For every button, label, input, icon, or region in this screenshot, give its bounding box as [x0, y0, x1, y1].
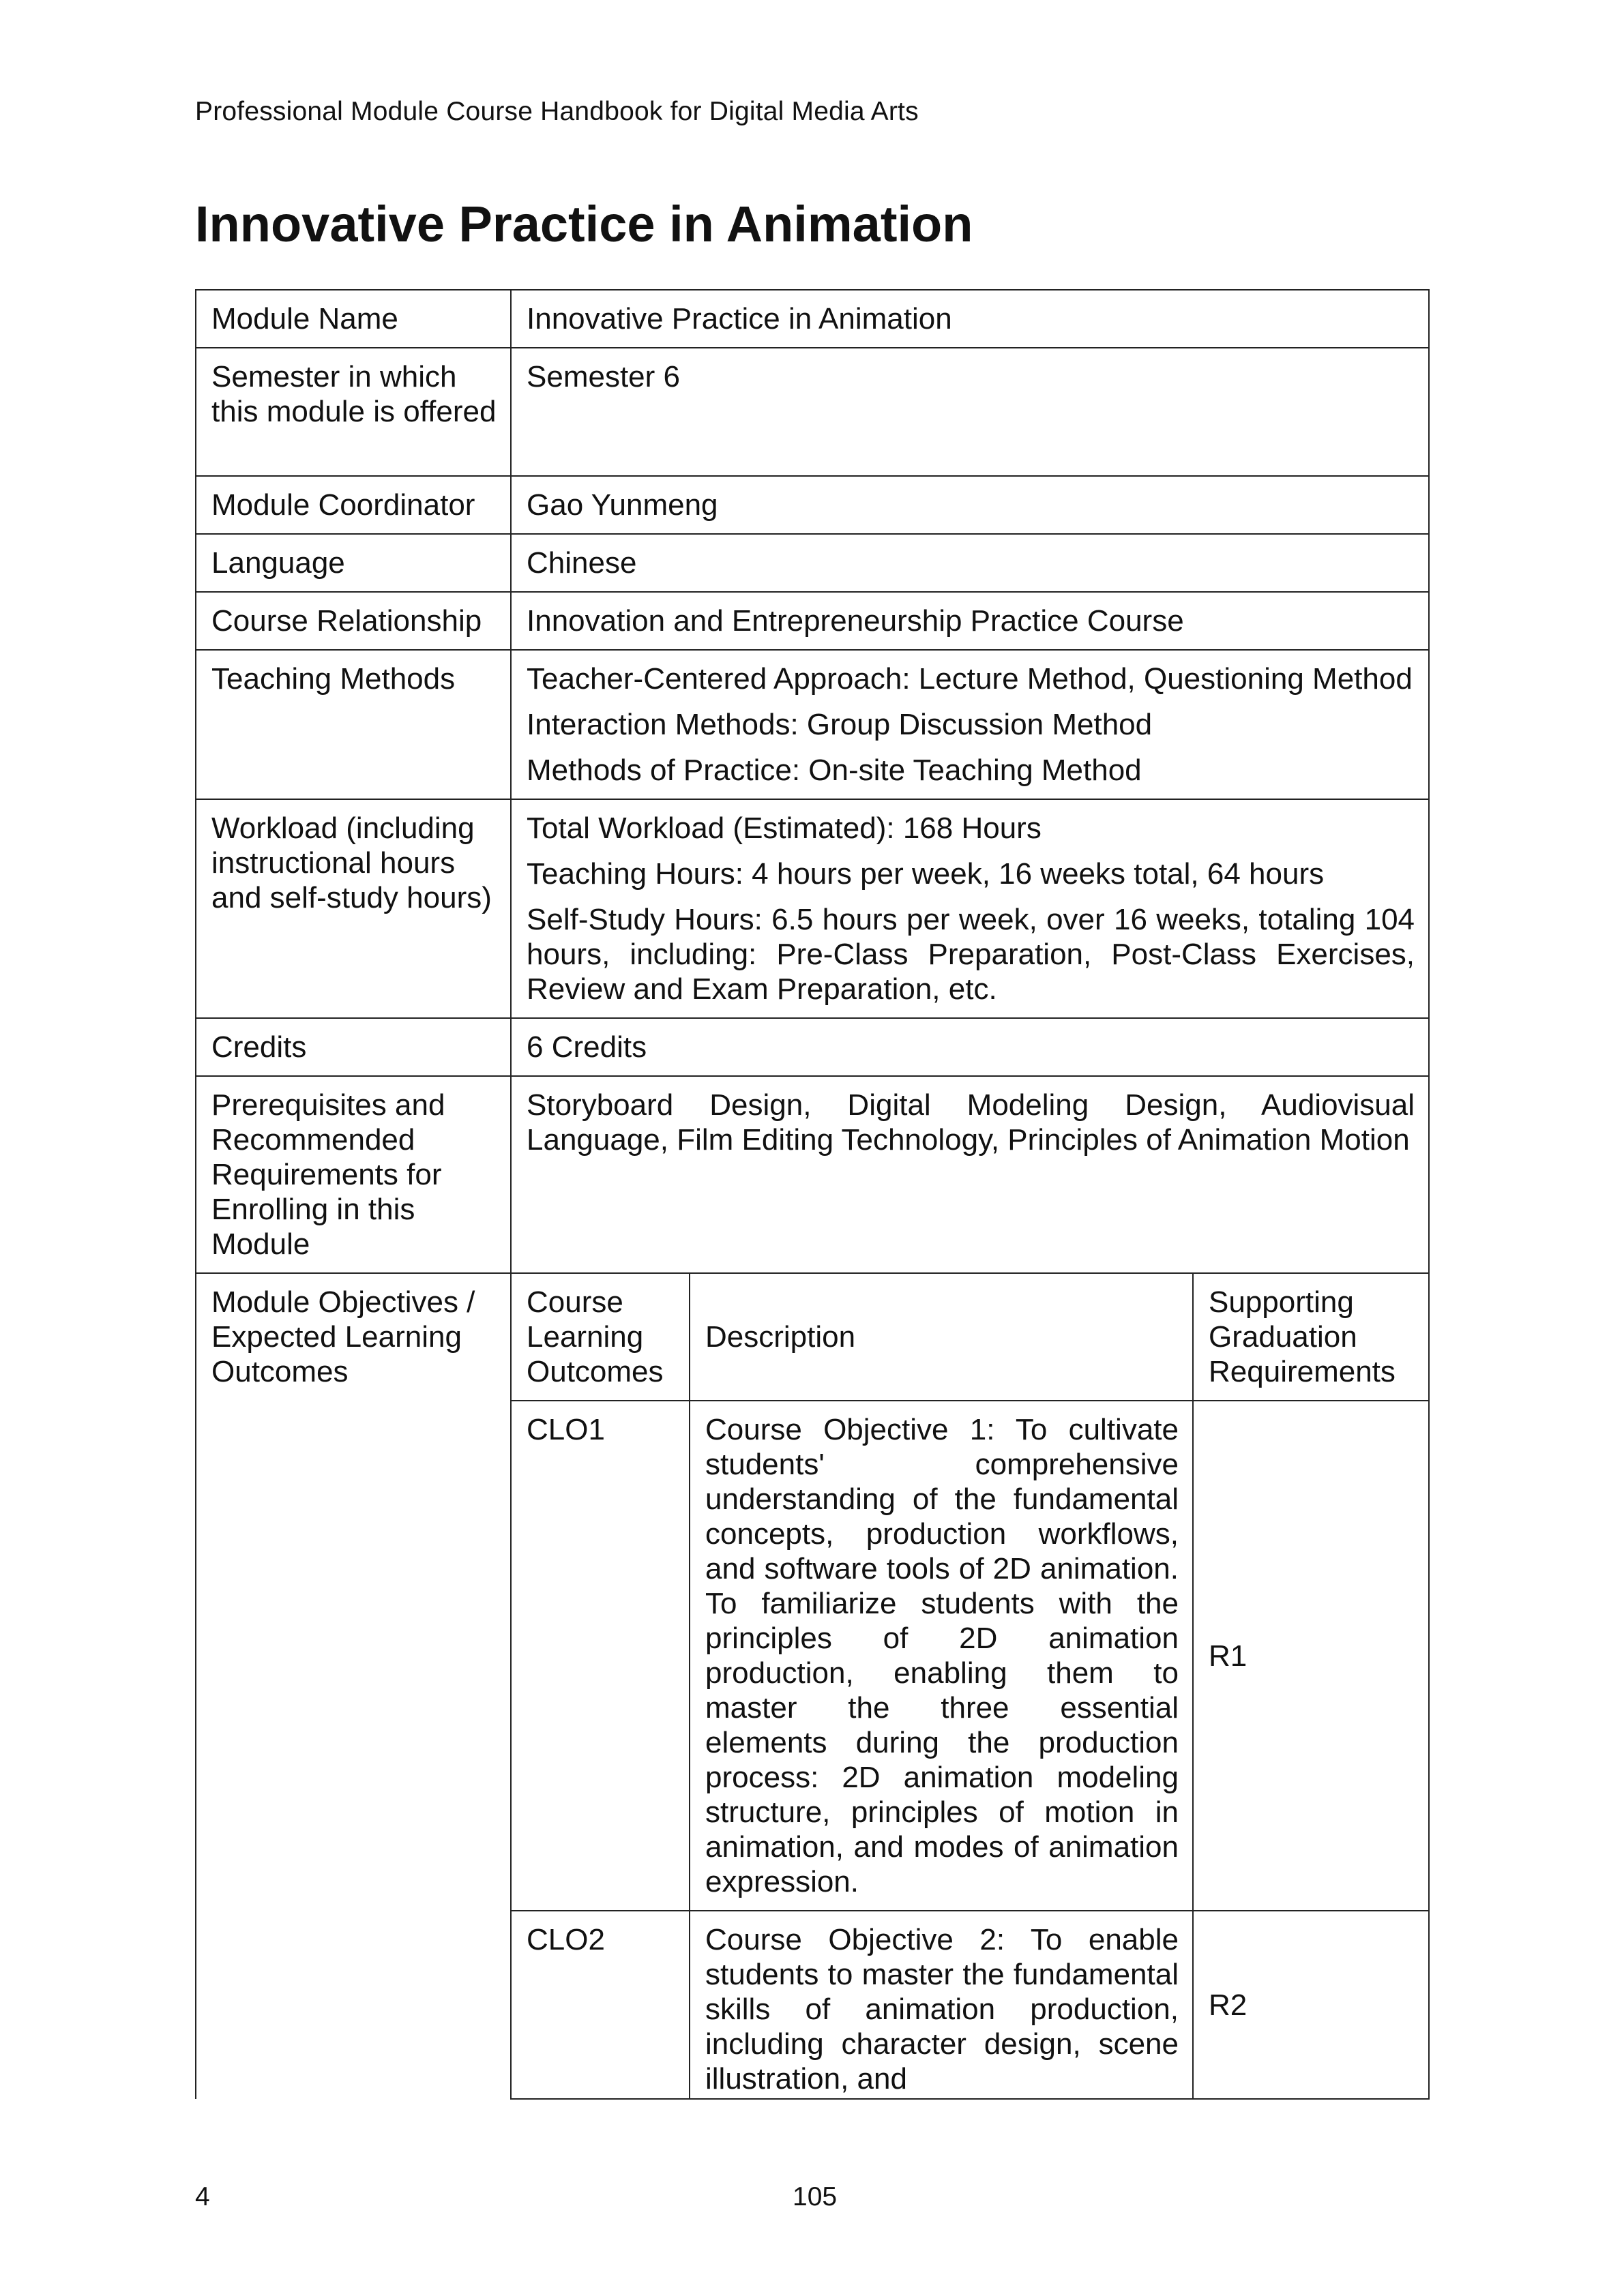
running-header: Professional Module Course Handbook for Digital Media Arts — [195, 97, 919, 126]
table-row — [196, 1273, 1429, 1401]
footer-left-number: 4 — [195, 2182, 210, 2211]
row-value: 6 Credits — [511, 1018, 1429, 1076]
clo-id: CLO2 — [511, 1911, 690, 2099]
table-row — [196, 592, 1429, 650]
clo-header: Course Learning Outcomes — [511, 1273, 690, 1401]
teaching-method-item: Interaction Methods: Group Discussion Method — [527, 708, 1153, 741]
workload-item: Total Workload (Estimated): 168 Hours — [527, 811, 1042, 845]
row-label: Course Relationship — [196, 592, 511, 650]
clo-description-cell — [690, 1911, 1193, 2099]
row-label: Workload (including instructional hours and self-study hours) — [196, 799, 511, 1018]
clo-description: Course Objective 2: To enable students to master the fundamental skills of animation production, including character design, scene illustration, and — [705, 1923, 1179, 2096]
requirements-header: Supporting Graduation Requirements — [1193, 1273, 1429, 1401]
row-label: Credits — [196, 1018, 511, 1076]
table-row — [196, 534, 1429, 592]
table-row — [196, 1018, 1429, 1076]
table-row — [196, 290, 1429, 348]
clo-requirement: R2 — [1193, 1911, 1429, 2099]
table-row — [196, 348, 1429, 476]
row-label: Semester in which this module is offered — [196, 348, 511, 476]
table-row — [196, 476, 1429, 534]
clo-requirement: R1 — [1193, 1401, 1429, 1911]
workload-item: Teaching Hours: 4 hours per week, 16 weeks total, 64 hours — [527, 857, 1325, 891]
row-value: Gao Yunmeng — [511, 476, 1429, 534]
table-row — [196, 799, 1429, 1018]
workload-item: Self-Study Hours: 6.5 hours per week, over 16 weeks, totaling 104 hours, including: Pre-Class Preparation, Post-Class Exercises, Review and Exam Preparation, etc. — [527, 903, 1415, 1006]
row-value: Storyboard Design, Digital Modeling Design, Audiovisual Language, Film Editing Technology, Principles of Animation Motion — [511, 1076, 1429, 1273]
row-label: Prerequisites and Recommended Requirements for Enrolling in this Module — [196, 1076, 511, 1273]
module-table — [195, 289, 1430, 2100]
row-value — [511, 799, 1429, 1018]
table-row — [196, 650, 1429, 799]
row-label: Module Coordinator — [196, 476, 511, 534]
row-value: Innovation and Entrepreneurship Practice Course — [511, 592, 1429, 650]
row-value — [511, 650, 1429, 799]
row-label: Teaching Methods — [196, 650, 511, 799]
row-label: Module Objectives / Expected Learning Outcomes — [196, 1273, 511, 2099]
clo-description: Course Objective 1: To cultivate students' comprehensive understanding of the fundamental concepts, production workflows, and software tools of 2D animation. To familiarize students with the principles of 2D animation production, enabling them to master the three essential elements during the production process: 2D animation modeling structure, principles of motion in animation, and modes of animation expression. — [690, 1401, 1193, 1911]
page-number: 105 — [793, 2182, 838, 2211]
row-value: Innovative Practice in Animation — [511, 290, 1429, 348]
teaching-method-item: Teacher-Centered Approach: Lecture Method, Questioning Method — [527, 662, 1413, 696]
clo-id: CLO1 — [511, 1401, 690, 1911]
row-value: Chinese — [511, 534, 1429, 592]
teaching-method-item: Methods of Practice: On-site Teaching Method — [527, 754, 1142, 787]
row-label: Module Name — [196, 290, 511, 348]
description-header: Description — [690, 1273, 1193, 1401]
row-value: Semester 6 — [511, 348, 1429, 476]
row-label: Language — [196, 534, 511, 592]
table-row — [196, 1076, 1429, 1273]
page-title: Innovative Practice in Animation — [195, 196, 973, 252]
